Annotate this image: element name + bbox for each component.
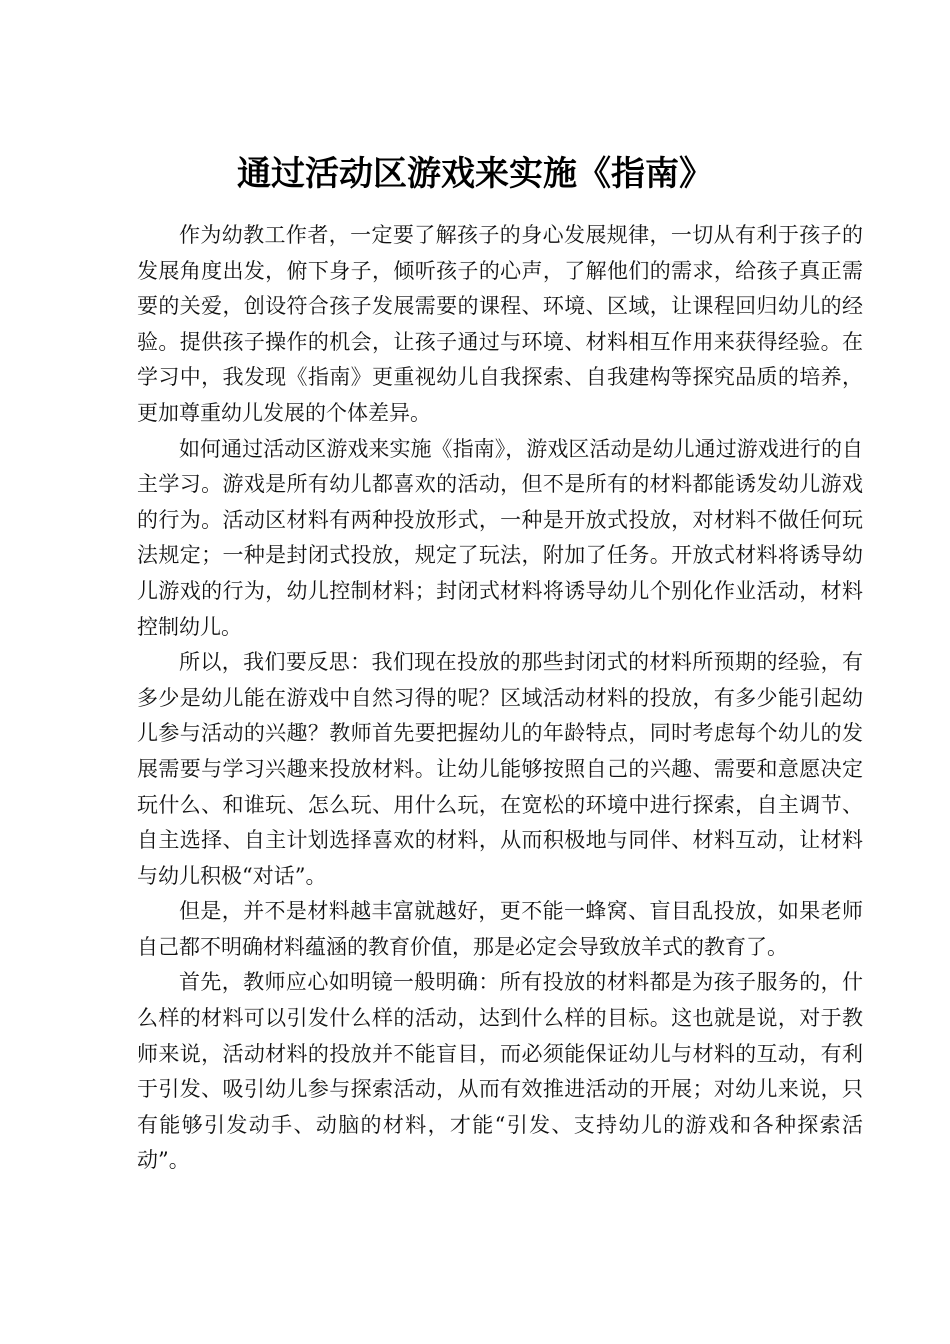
paragraph-3: 所以，我们要反思：我们现在投放的那些封闭式的材料所预期的经验，有多少是幼儿能在游戏中自然习得的呢？区域活动材料的投放，有多少能引起幼儿参与活动的兴趣？教师首先要把握幼儿的年龄特点，同时考虑每个幼儿的发展需要与学习兴趣来投放材料。让幼儿能够按照自己的兴趣、需要和意愿决定玩什么、和谁玩、怎么玩、用什么玩，在宽松的环境中进行探索，自主调节、自主选择、自主计划选择喜欢的材料，从而积极地与同伴、材料互动，让材料与幼儿积极“对话”。 [137,650,863,888]
paragraph-4: 但是，并不是材料越丰富就越好，更不能一蜂窝、盲目乱投放，如果老师自己都不明确材料蕴涵的教育价值，那是必定会导致放羊式的教育了。 [137,899,863,959]
paragraph-1: 作为幼教工作者，一定要了解孩子的身心发展规律，一切从有利于孩子的发展角度出发，俯下身子，倾听孩子的心声，了解他们的需求，给孩子真正需要的关爱，创设符合孩子发展需要的课程、环境、区域，让课程回归幼儿的经验。提供孩子操作的机会，让孩子通过与环境、材料相互作用来获得经验。在学习中，我发现《指南》更重视幼儿自我探索、自我建构等探究品质的培养，更加尊重幼儿发展的个体差异。 [137,223,863,425]
paragraph-2: 如何通过活动区游戏来实施《指南》，游戏区活动是幼儿通过游戏进行的自主学习。游戏是所有幼儿都喜欢的活动，但不是所有的材料都能诱发幼儿游戏的行为。活动区材料有两种投放形式，一种是开放式投放，对材料不做任何玩法规定；一种是封闭式投放，规定了玩法，附加了任务。开放式材料将诱导幼儿游戏的行为，幼儿控制材料；封闭式材料将诱导幼儿个别化作业活动，材料控制幼儿。 [137,436,863,639]
document-title: 通过活动区游戏来实施《指南》 [237,154,713,194]
document-body [137,218,863,1179]
paragraph-5: 首先，教师应心如明镜一般明确：所有投放的材料都是为孩子服务的，什么样的材料可以引发什么样的活动，达到什么样的目标。这也就是说，对于教师来说，活动材料的投放并不能盲目，而必须能保证幼儿与材料的互动，有利于引发、吸引幼儿参与探索活动，从而有效推进活动的开展；对幼儿来说，只有能够引发动手、动脑的材料，才能“引发、支持幼儿的游戏和各种探索活动”。 [137,970,863,1173]
